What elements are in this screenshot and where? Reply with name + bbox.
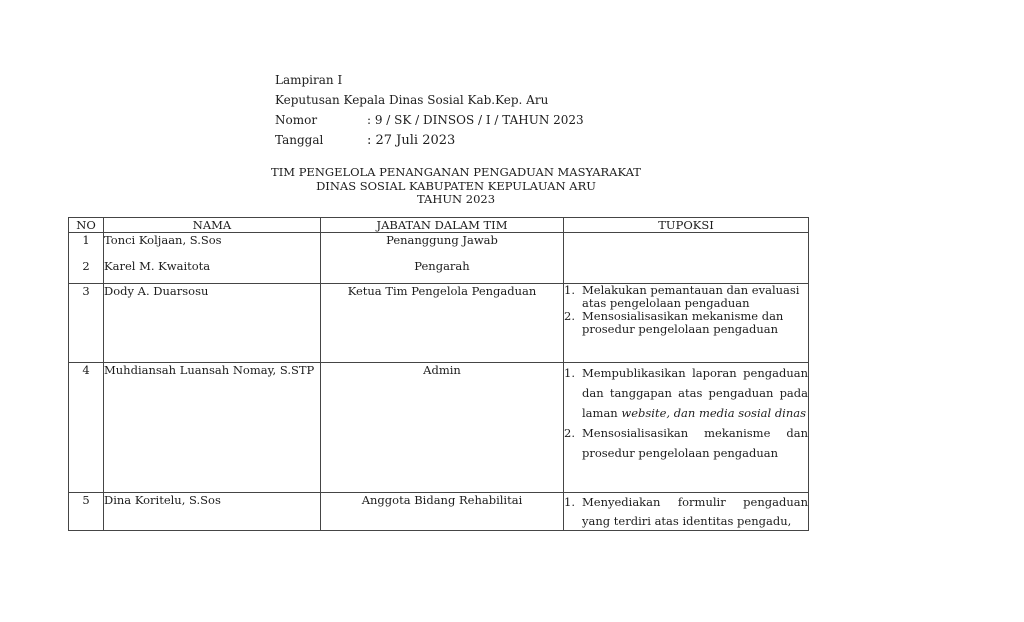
list-marker: 1. (564, 283, 575, 297)
tupoksi-list (564, 284, 808, 336)
row-nama: Dody A. Duarsosu (104, 284, 321, 363)
team-table (68, 217, 809, 531)
row-jabatan: Penanggung Jawab Pengarah (321, 233, 564, 284)
clipped-content (564, 493, 808, 528)
nomor-label: Nomor (275, 113, 318, 127)
document-title (68, 166, 844, 207)
nomor-line (275, 110, 584, 130)
title-line-2: DINAS SOSIAL KABUPATEN KEPULAUAN ARU (316, 178, 596, 193)
header-nama: NAMA (104, 218, 321, 233)
table-row (69, 233, 809, 284)
tupoksi-text: Mensosialisasikan mekanisme dan prosedur pengelolaan pengaduan (582, 309, 784, 336)
letterhead-block (275, 70, 584, 151)
tupoksi-list (564, 493, 808, 528)
row-tupoksi (564, 233, 809, 284)
row-tupoksi (564, 284, 809, 363)
list-marker: 2. (564, 309, 575, 323)
tupoksi-item (564, 423, 808, 463)
row-nama: Tonci Koljaan, S.Sos Karel M. Kwaitota (104, 233, 321, 284)
header-jabatan: JABATAN DALAM TIM (321, 218, 564, 233)
tupoksi-item (564, 284, 808, 310)
row-jabatan: Anggota Bidang Rehabilitai (321, 493, 564, 531)
row-no: 4 (69, 363, 104, 493)
lampiran-line: Lampiran I (275, 73, 343, 87)
tupoksi-list (564, 363, 808, 463)
row-no: 5 (69, 493, 104, 531)
table-row (69, 363, 809, 493)
table-row (69, 493, 809, 531)
tanggal-label: Tanggal (275, 133, 324, 147)
tupoksi-item (564, 310, 808, 336)
header-no: NO (69, 218, 104, 233)
list-marker: 2. (564, 426, 575, 440)
header-tupoksi: TUPOKSI (564, 218, 809, 233)
row-tupoksi (564, 493, 809, 531)
keputusan-line: Keputusan Kepala Dinas Sosial Kab.Kep. Aru (275, 93, 549, 107)
table-header-row (69, 218, 809, 233)
table-row (69, 284, 809, 363)
row-no: 3 (69, 284, 104, 363)
tupoksi-text: Mempublikasikan laporan pengaduan dan tanggapan atas pengaduan pada laman website, dan media sosial dinas (582, 366, 808, 420)
tupoksi-text: Melakukan pemantauan dan evaluasi atas pengelolaan pengaduan (582, 283, 800, 310)
tanggal-line (275, 130, 584, 151)
tupoksi-text: Menyediakan formulir pengaduan yang terdiri atas identitas pengadu, (582, 495, 808, 528)
row-nama: Muhdiansah Luansah Nomay, S.STP (104, 363, 321, 493)
row-no: 1 2 (69, 233, 104, 284)
tanggal-value: : 27 Juli 2023 (367, 133, 456, 148)
row-tupoksi (564, 363, 809, 493)
italic-phrase: website, dan media sosial dinas (621, 406, 807, 420)
row-jabatan: Ketua Tim Pengelola Pengaduan (321, 284, 564, 363)
tupoksi-item (564, 363, 808, 423)
title-line-1: TIM PENGELOLA PENANGANAN PENGADUAN MASYARAKAT (271, 165, 641, 179)
title-line-3: TAHUN 2023 (416, 192, 496, 206)
nomor-value: : 9 / SK / DINSOS / I / TAHUN 2023 (367, 113, 584, 127)
list-marker: 1. (564, 366, 575, 380)
row-nama: Dina Koritelu, S.Sos (104, 493, 321, 531)
row-jabatan: Admin (321, 363, 564, 493)
tupoksi-text: Mensosialisasikan mekanisme dan prosedur pengelolaan pengaduan (582, 426, 808, 460)
tupoksi-item (564, 493, 808, 528)
list-marker: 1. (564, 495, 575, 509)
